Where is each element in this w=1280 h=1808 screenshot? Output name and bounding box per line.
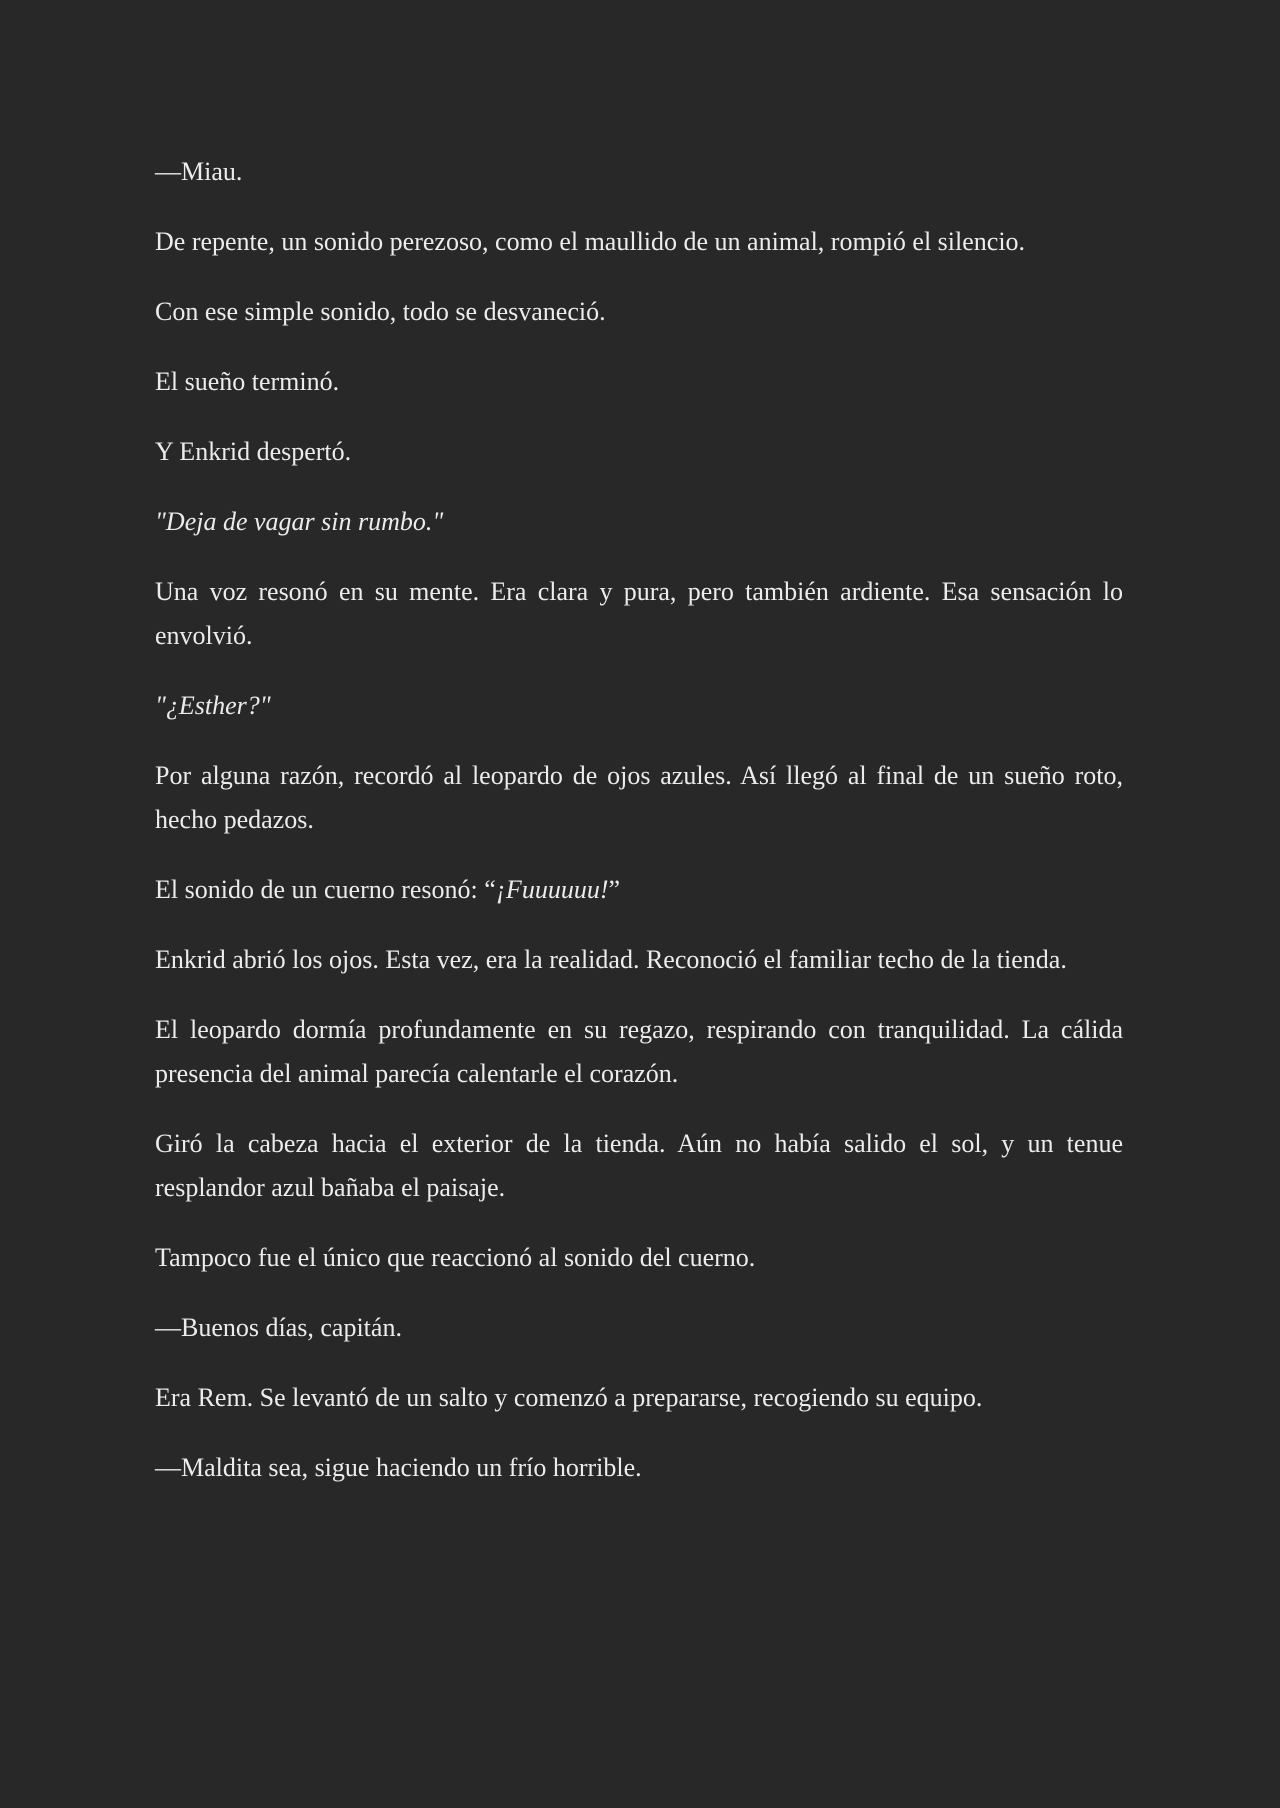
paragraph: —Maldita sea, sigue haciendo un frío horrible.	[155, 1453, 642, 1482]
horn-text-before: El sonido de un cuerno resonó: “	[155, 875, 496, 904]
paragraph: Con ese simple sonido, todo se desvaneció.	[155, 297, 606, 326]
paragraph: Giró la cabeza hacia el exterior de la tienda. Aún no había salido el sol, y un tenue resplandor azul bañaba el paisaje.	[155, 1129, 1123, 1202]
paragraph: Tampoco fue el único que reaccionó al sonido del cuerno.	[155, 1243, 756, 1272]
paragraph-horn	[155, 868, 1123, 912]
paragraph: De repente, un sonido perezoso, como el maullido de un animal, rompió el silencio.	[155, 227, 1026, 256]
horn-text-after: ”	[608, 875, 621, 904]
paragraph: Era Rem. Se levantó de un salto y comenzó a prepararse, recogiendo su equipo.	[155, 1383, 983, 1412]
paragraph-thought: "¿Esther?"	[155, 691, 271, 720]
paragraph: Por alguna razón, recordó al leopardo de ojos azules. Así llegó al final de un sueño roto, hecho pedazos.	[155, 761, 1123, 834]
paragraph-thought: "Deja de vagar sin rumbo."	[155, 507, 444, 536]
paragraph: Y Enkrid despertó.	[155, 437, 352, 466]
paragraph: —Buenos días, capitán.	[155, 1313, 402, 1342]
paragraph: Una voz resonó en su mente. Era clara y pura, pero también ardiente. Esa sensación lo envolvió.	[155, 577, 1123, 650]
horn-sound: ¡Fuuuuuu!	[495, 875, 609, 904]
paragraph: El leopardo dormía profundamente en su regazo, respirando con tranquilidad. La cálida presencia del animal parecía calentarle el corazón.	[155, 1015, 1123, 1088]
document-body	[155, 150, 1123, 1516]
paragraph: —Miau.	[155, 157, 243, 186]
paragraph: Enkrid abrió los ojos. Esta vez, era la realidad. Reconoció el familiar techo de la tienda.	[155, 945, 1067, 974]
paragraph: El sueño terminó.	[155, 367, 340, 396]
